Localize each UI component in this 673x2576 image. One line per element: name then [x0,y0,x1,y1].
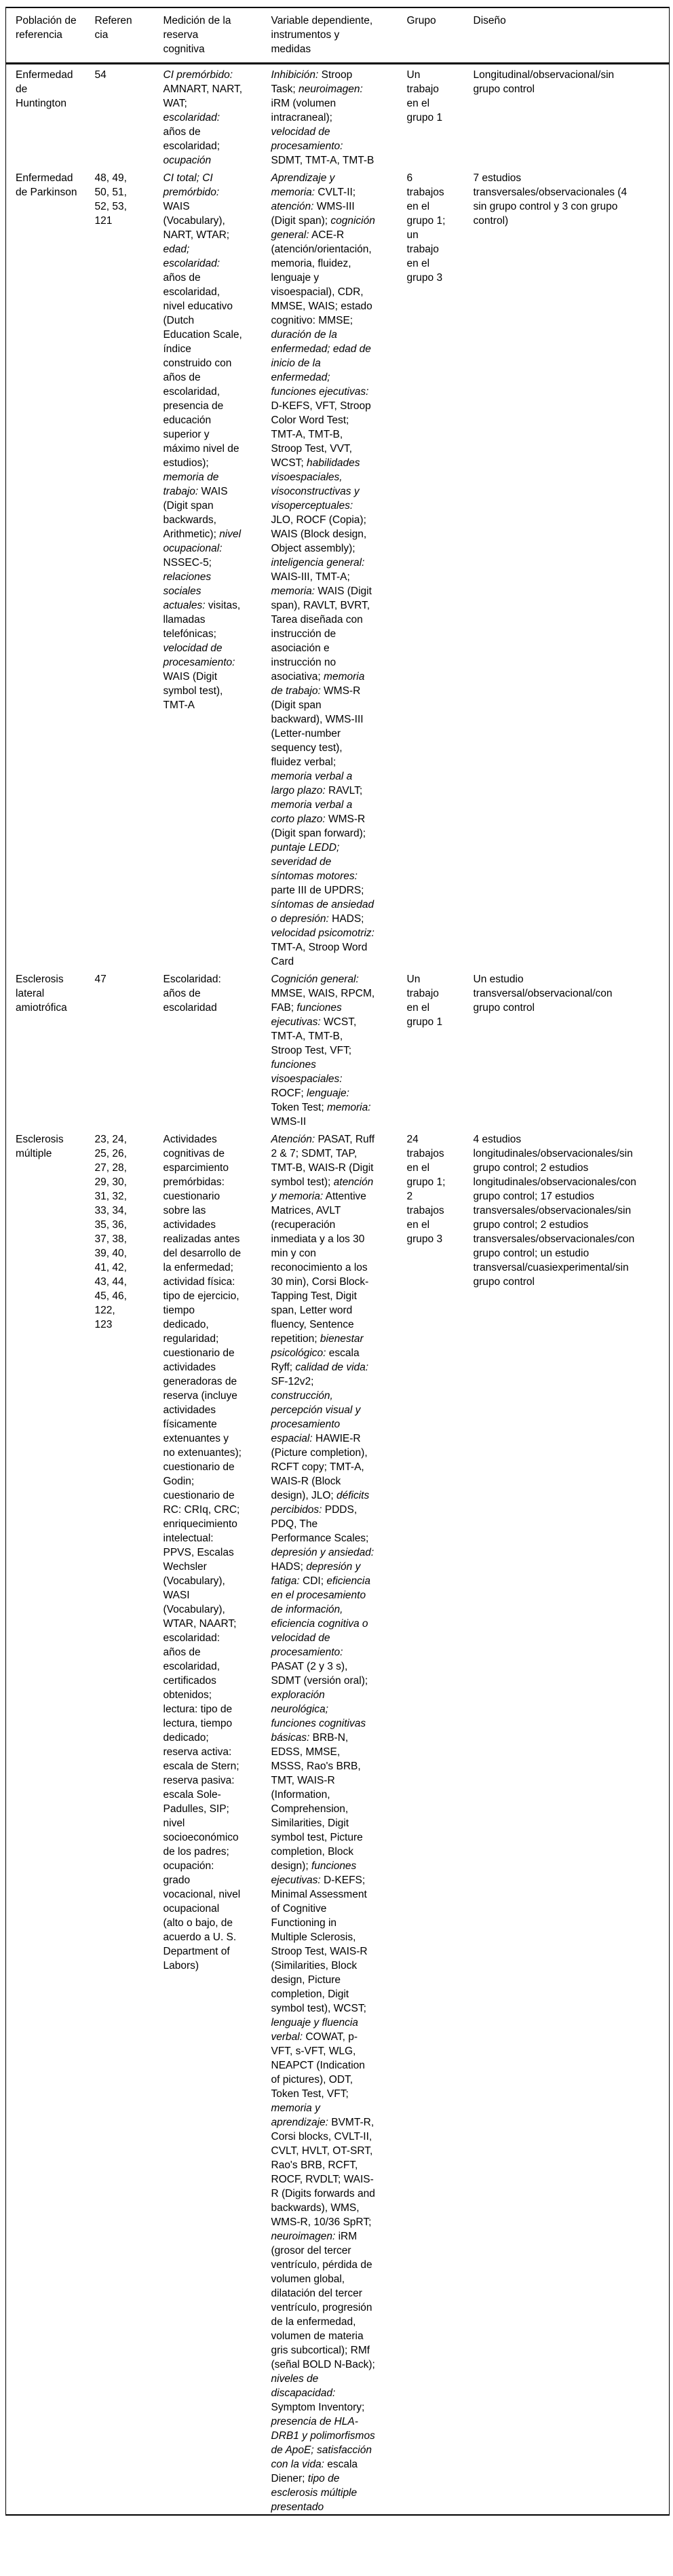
cell-group: 6 trabajos en el grupo 1; un trabajo en el grupo 3 [406,172,446,284]
cell-measurement: CI premórbido: AMNART, NART, WAT; escolaridad: años de escolaridad; ocupación [163,69,243,166]
cell-group: Un trabajo en el grupo 1 [406,69,443,123]
column-header-reference: Referencia [94,7,163,64]
cell-dependent-variable: Cognición general: MMSE, WAIS, RPCM, FAB; funciones ejecutivas: WCST, TMT-A, TMT-B, Stroop Test, VFT; funciones visoespaciales: ROCF; lenguaje: Token Test; memoria: WMS-II [271,974,375,1128]
table-row-esclerosis-multiple [6,1129,670,2515]
cell-reference: 23, 24, 25, 26, 27, 28, 29, 30, 31, 32, 33, 34, 35, 36, 37, 38, 39, 40, 41, 42, 43, 44, 45, 46, 122, 123 [94,1134,127,1330]
table-row-huntington [6,64,670,168]
cell-population: Enfermedad de Parkinson [16,172,77,198]
cell-population: Esclerosis múltiple [16,1134,64,1159]
cell-design: Longitudinal/observacional/sin grupo control [473,69,615,95]
cell-reference: 48, 49, 50, 51, 52, 53, 121 [94,172,127,227]
header-row [6,7,670,64]
table-body [6,64,670,2516]
table-row-parkinson [6,168,670,969]
cell-measurement: Actividades cognitivas de esparcimiento premórbidas: cuestionario sobre las actividades realizadas antes del desarrollo de la enfermedad; actividad física: tipo de ejercicio, tiempo dedicado, regularidad; cuestionario de actividades generadoras de reserva (incluye actividades físicamente extenuantes y no extenuantes); cuestionario de Godin; cuestionario de RC: CRIq, CRC; enriquecimiento intelectual: PPVS, Escalas Wechsler (Vocabulary), WASI (Vocabulary), WTAR, NAART; escolaridad: años de escolaridad, certificados obtenidos; lectura: tipo de lectura, tiempo dedicado; reserva activa: escala de Stern; reserva pasiva: escala Sole-Padulles, SIP; nivel socioeconómico de los padres; ocupación: grado vocacional, nivel ocupacional (alto o bajo, de acuerdo a U. S. Department of Labors) [163,1134,242,1972]
cell-design: 4 estudios longitudinales/observacionales/sin grupo control; 2 estudios longitudinales/observacionales/con grupo control; 17 estudios transversales/observacionales/sin grupo control; 2 estudios transversales/observacionales/con grupo control; un estudio transversal/cuasiexperimental/sin grupo control [473,1134,636,1288]
column-header-population: Población de referencia [6,7,94,64]
cognitive-reserve-table [5,7,670,2516]
table-header [6,7,670,64]
cell-group: 24 trabajos en el grupo 1; 2 trabajos en el grupo 3 [406,1134,446,1245]
cell-design: 7 estudios transversales/observacionales (4 sin grupo control y 3 con grupo control) [473,172,628,227]
table-row-esclerosis-lateral-amiotrofica [6,969,670,1129]
column-header-group: Grupo [406,7,473,64]
cell-dependent-variable: Atención: PASAT, Ruff 2 & 7; SDMT, TAP, TMT-B, WAIS-R (Digit symbol test); atención y memoria: Attentive Matrices, AVLT (recuperación inmediata y a los 30 min y con reconocimiento a los 30 min), Corsi Block-Tapping Test, Digit span, Letter word fluency, Sentence repetition; bienestar psicológico: escala Ryff; calidad de vida: SF-12v2; construcción, percepción visual y procesamiento espacial: HAWIE-R (Picture completion), RCFT copy; TMT-A, WAIS-R (Block design), JLO; déficits percibidos: PDDS, PDQ, The Performance Scales; depresión y ansiedad: HADS; depresión y fatiga: CDI; eficiencia en el procesamiento de información, eficiencia cognitiva o velocidad de procesamiento: PASAT (2 y 3 s), SDMT (versión oral); exploración neurológica; funciones cognitivas básicas: BRB-N, EDSS, MMSE, MSSS, Rao's BRB, TMT, WAIS-R (Information, Comprehension, Similarities, Digit symbol test, Picture completion, Block design); funciones ejecutivas: D-KEFS; Minimal Assessment of Cognitive Functioning in Multiple Sclerosis, Stroop Test, WAIS-R (Similarities, Block design, Picture completion, Digit symbol test), WCST; lenguaje y fluencia verbal: COWAT, p-VFT, s-VFT, WLG, NEAPCT (Indication of pictures), ODT, Token Test, VFT; memoria y aprendizaje: BVMT-R, Corsi blocks, CVLT-II, CVLT, HVLT, OT-SRT, Rao's BRB, RCFT, ROCF, RVDLT; WAIS-R (Digits forwards and backwards), WMS, WMS-R, 10/36 SpRT; neuroimagen: iRM (grosor del tercer ventrículo, pérdida de volumen global, dilatación del tercer ventrículo, progresión de la enfermedad, volumen de materia gris subcortical); RMf (señal BOLD N-Back); niveles de discapacidad: Symptom Inventory; presencia de HLA-DRB1 y polimorfismos de ApoE; satisfacción con la vida: escala Diener; tipo de esclerosis múltiple presentado [271,1134,375,2513]
column-header-dependent-variable: Variable dependiente, instrumentos y medidas [271,7,406,64]
cell-reference: 47 [94,974,107,985]
cell-dependent-variable: Aprendizaje y memoria: CVLT-II; atención: WMS-III (Digit span); cognición general: ACE-R (atención/orientación, memoria, fluidez, lenguaje y visoespacial), CDR, MMSE, WAIS; estado cognitivo: MMSE; duración de la enfermedad; edad de inicio de la enfermedad; funciones ejecutivas: D-KEFS, VFT, Stroop Color Word Test; TMT-A, TMT-B, Stroop Test, VVT, WCST; habilidades visoespaciales, visoconstructivas y visoperceptuales: JLO, ROCF (Copia); WAIS (Block design, Object assembly); inteligencia general: WAIS-III, TMT-A; memoria: WAIS (Digit span), RAVLT, BVRT, Tarea diseñada con instrucción de asociación e instrucción no asociativa; memoria de trabajo: WMS-R (Digit span backward), WMS-III (Letter-number sequency test), fluidez verbal; memoria verbal a largo plazo: RAVLT; memoria verbal a corto plazo: WMS-R (Digit span forward); puntaje LEDD; severidad de síntomas motores: parte III de UPDRS; síntomas de ansiedad o depresión: HADS; velocidad psicomotriz: TMT-A, Stroop Word Card [271,172,375,967]
cell-population: Enfermedad de Huntington [16,69,73,109]
cell-group: Un trabajo en el grupo 1 [406,974,443,1028]
column-header-design: Diseño [473,7,670,64]
cell-measurement: CI total; CI premórbido: WAIS (Vocabulary), NART, WTAR; edad; escolaridad: años de escolaridad, nivel educativo (Dutch Education Scale, índice construido con años de escolaridad, presencia de educación superior y máximo nivel de estudios); memoria de trabajo: WAIS (Digit span backwards, Arithmetic); nivel ocupacional: NSSEC-5; relaciones sociales actuales: visitas, llamadas telefónicas; velocidad de procesamiento: WAIS (Digit symbol test), TMT-A [163,172,242,711]
cell-dependent-variable: Inhibición: Stroop Task; neuroimagen: iRM (volumen intracraneal); velocidad de procesamiento: SDMT, TMT-A, TMT-B [271,69,374,166]
cell-measurement: Escolaridad: años de escolaridad [163,974,221,1014]
cell-population: Esclerosis lateral amiotrófica [16,974,67,1014]
cell-reference: 54 [94,69,107,81]
cell-design: Un estudio transversal/observacional/con grupo control [473,974,613,1014]
column-header-measurement: Medición de la reserva cognitiva [163,7,271,64]
